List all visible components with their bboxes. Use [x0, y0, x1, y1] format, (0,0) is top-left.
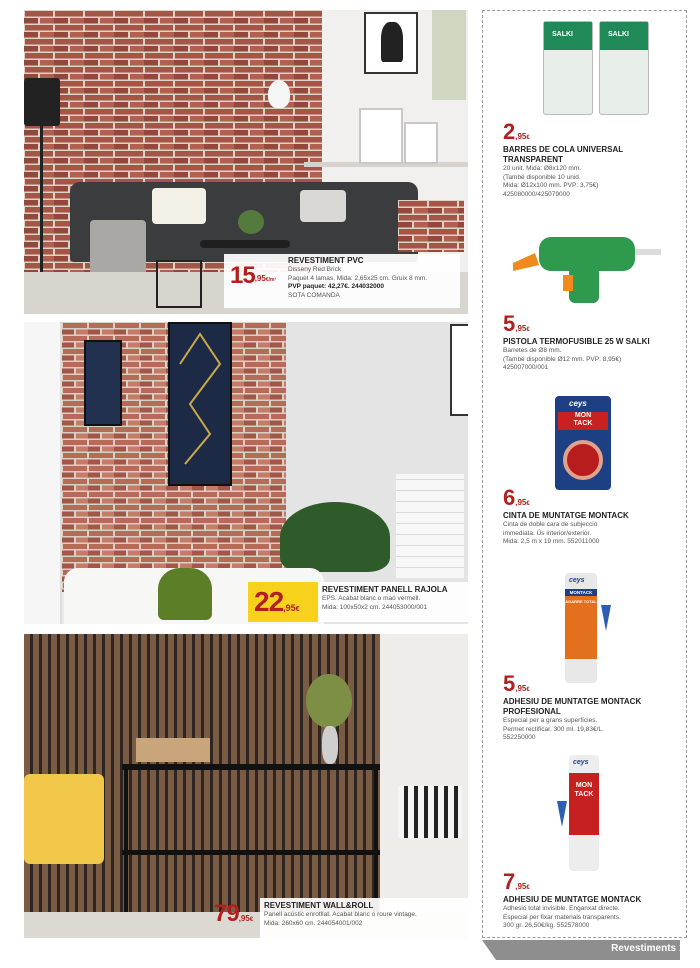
adhesive-tube-image: [565, 573, 597, 683]
white-shelving: [24, 322, 62, 624]
price-tag: [503, 119, 683, 145]
shelf-frame: [359, 108, 403, 164]
product-detail: Adhesió total invisible. Enganxat directe.: [503, 905, 620, 912]
product-info-box: [318, 582, 468, 622]
plant: [238, 210, 264, 234]
price-unit: €: [526, 327, 530, 333]
console-table-top: [122, 764, 380, 770]
brand-label: MON: [575, 782, 593, 789]
product-title: BARRES DE COLA UNIVERSAL TRANSPARENT: [503, 145, 624, 164]
product-detail: Mida: Ø12x100 mm. PVP: 3,75€): [503, 182, 599, 189]
product-detail: Mida: 260x60 cm. 244054001/002: [264, 919, 363, 927]
brand-label: MONTACK: [565, 589, 597, 596]
product-title: REVESTIMENT PANELL RAJOLA: [322, 585, 448, 594]
pvc-panel-sample: [398, 200, 464, 252]
price-decimals: ,95: [515, 498, 527, 507]
product-detail: 425080000/425079000: [503, 190, 570, 198]
price-integer: 2: [503, 119, 516, 144]
product-detail: PVP paquet: 42,27€. 244032000: [288, 283, 384, 290]
price-unit: €: [526, 501, 530, 507]
side-table: [156, 260, 202, 308]
cushion: [152, 188, 206, 224]
price-integer: 6: [503, 485, 516, 510]
console-table-shelf: [122, 850, 380, 855]
product-title: ADHESIU DE MUNTATGE MONTACK PROFESIONAL: [503, 697, 642, 716]
product-detail: (També disponible 10 unid.: [503, 173, 581, 181]
product-detail: Disseny Red Brick: [288, 266, 342, 273]
brand-label: TACK: [573, 420, 593, 427]
yellow-chair: [24, 774, 104, 864]
product-info-box: [260, 898, 468, 938]
living-room-brick-photo: [24, 10, 468, 314]
product-title: ADHESIU DE MUNTATGE MONTACK: [503, 895, 642, 904]
deer-head-decor: [268, 80, 290, 108]
cushion: [300, 190, 346, 222]
product-detail: immediata. Ús interior/exterior.: [503, 529, 592, 537]
price-unit: €: [295, 606, 300, 613]
vase-plant: [306, 674, 352, 728]
price-decimals: ,95: [238, 914, 250, 923]
price-integer: 15: [230, 262, 255, 289]
floor-lamp-pole: [40, 126, 43, 296]
wall-art-frame: [432, 10, 466, 100]
console-table-leg: [124, 764, 128, 934]
price-unit: €: [526, 687, 530, 693]
nozzle-icon: [599, 605, 613, 631]
price-integer: 5: [503, 311, 516, 336]
product-detail: Mida: 100x50x2 cm. 244053000/001: [322, 603, 428, 611]
price-tag: [503, 485, 683, 511]
floor-lamp: [24, 78, 60, 126]
white-wall: [380, 634, 468, 912]
plant: [280, 502, 390, 572]
product-title: REVESTIMENT WALL&ROLL: [264, 901, 374, 910]
product-title: REVESTIMENT PVC: [288, 256, 364, 265]
product-detail: Cinta de doble cara de subjecció: [503, 521, 598, 528]
price-tag: [230, 262, 276, 290]
wall-art-frame: [168, 322, 232, 486]
wall-art-frame: [364, 12, 418, 74]
brand-label: ceys: [569, 577, 585, 584]
cushion: [158, 568, 212, 620]
price-integer: 79: [214, 900, 239, 927]
product-detail: Barretes de Ø8 mm.: [503, 347, 562, 354]
product-detail: 552250000: [503, 734, 536, 741]
product-montack-tape: [503, 485, 683, 547]
adhesive-tube-image: [569, 755, 599, 871]
striped-panel-sample: [398, 786, 462, 838]
wall-art-frame: [450, 324, 468, 416]
price-decimals: ,95: [254, 274, 266, 283]
coffee-table: [200, 240, 290, 248]
product-glue-gun: [503, 311, 683, 373]
brand-label: MON: [574, 412, 592, 419]
price-integer: 22: [254, 586, 284, 617]
price-integer: 7: [503, 869, 516, 894]
product-detail: SOTA COMANDA: [288, 291, 340, 299]
brand-label: AGARRE TOTAL: [565, 599, 597, 604]
price-integer: 5: [503, 671, 516, 696]
section-name: Revestiments: [611, 943, 677, 954]
price-decimals: ,95: [283, 603, 296, 613]
brick-panel-room-photo: [24, 322, 468, 624]
glue-sticks-pack-image: [599, 21, 649, 115]
product-detail: Especial per fixar materials transparents.: [503, 913, 621, 921]
glue-sticks-pack-image: [543, 21, 593, 115]
price-tag: [503, 869, 683, 895]
brand-label: TACK: [574, 791, 594, 798]
brand-label: SALKI: [608, 31, 629, 38]
price-tag: [503, 671, 683, 697]
price-tag: [214, 900, 253, 928]
product-detail: Permet rectificar. 300 ml. 19,83€/L.: [503, 725, 604, 733]
shelf-frame: [404, 122, 438, 164]
vase: [322, 726, 338, 764]
page-number: 15: [678, 943, 690, 954]
product-montack-profesional: [503, 671, 683, 743]
wall-art-frame: [84, 340, 122, 426]
product-info-box: [224, 254, 460, 308]
product-glue-sticks: [503, 119, 683, 199]
price-decimals: ,95: [515, 324, 527, 333]
brand-label: ceys: [573, 759, 589, 766]
product-detail: 300 gr. 26,50€/kg. 552578000: [503, 922, 590, 929]
wooden-box: [136, 738, 210, 762]
price-tag: [254, 586, 300, 618]
brand-label: ceys: [569, 399, 587, 408]
product-title: PISTOLA TERMOFUSIBLE 25 W SALKI: [503, 337, 650, 346]
product-detail: 20 unit. Mida: Ø8x120 mm.: [503, 165, 582, 172]
product-title: CINTA DE MUNTATGE MONTACK: [503, 511, 629, 520]
white-brick-panel-sample: [396, 474, 464, 578]
price-tag: [503, 311, 683, 337]
product-detail: Mida: 2,5 m x 19 mm. 552011000: [503, 538, 600, 545]
product-detail: Paquet 4 lamas. Mida: 2,65x25 cm. Gruix 8 mm.: [288, 274, 428, 282]
price-unit: €: [249, 917, 254, 923]
footer-label: [560, 943, 690, 954]
product-detail: Panell acústic enrotllat. Acabat blanc o roure vintage.: [264, 911, 417, 918]
montack-tape-pack-image: [555, 396, 611, 490]
price-decimals: ,95: [515, 132, 527, 141]
product-detail: EPS. Acabat blanc o maó vermell.: [322, 595, 421, 602]
glue-gun-image: [505, 223, 665, 307]
product-detail: (També disponible Ø12 mm. PVP: 8,95€): [503, 355, 622, 363]
product-detail: 425007000/001: [503, 364, 549, 371]
product-detail: Especial per a grans superfícies.: [503, 717, 598, 724]
price-decimals: ,95: [515, 684, 527, 693]
price-unit: €: [526, 135, 530, 141]
product-montack-adhesive: [503, 869, 683, 931]
price-unit: €/m²: [265, 277, 277, 283]
nozzle-icon: [555, 801, 569, 827]
price-unit: €: [526, 885, 530, 891]
price-decimals: ,95: [515, 882, 527, 891]
product-column: [482, 10, 687, 938]
brand-label: SALKI: [552, 31, 573, 38]
acoustic-slat-wall-photo: [24, 634, 468, 938]
